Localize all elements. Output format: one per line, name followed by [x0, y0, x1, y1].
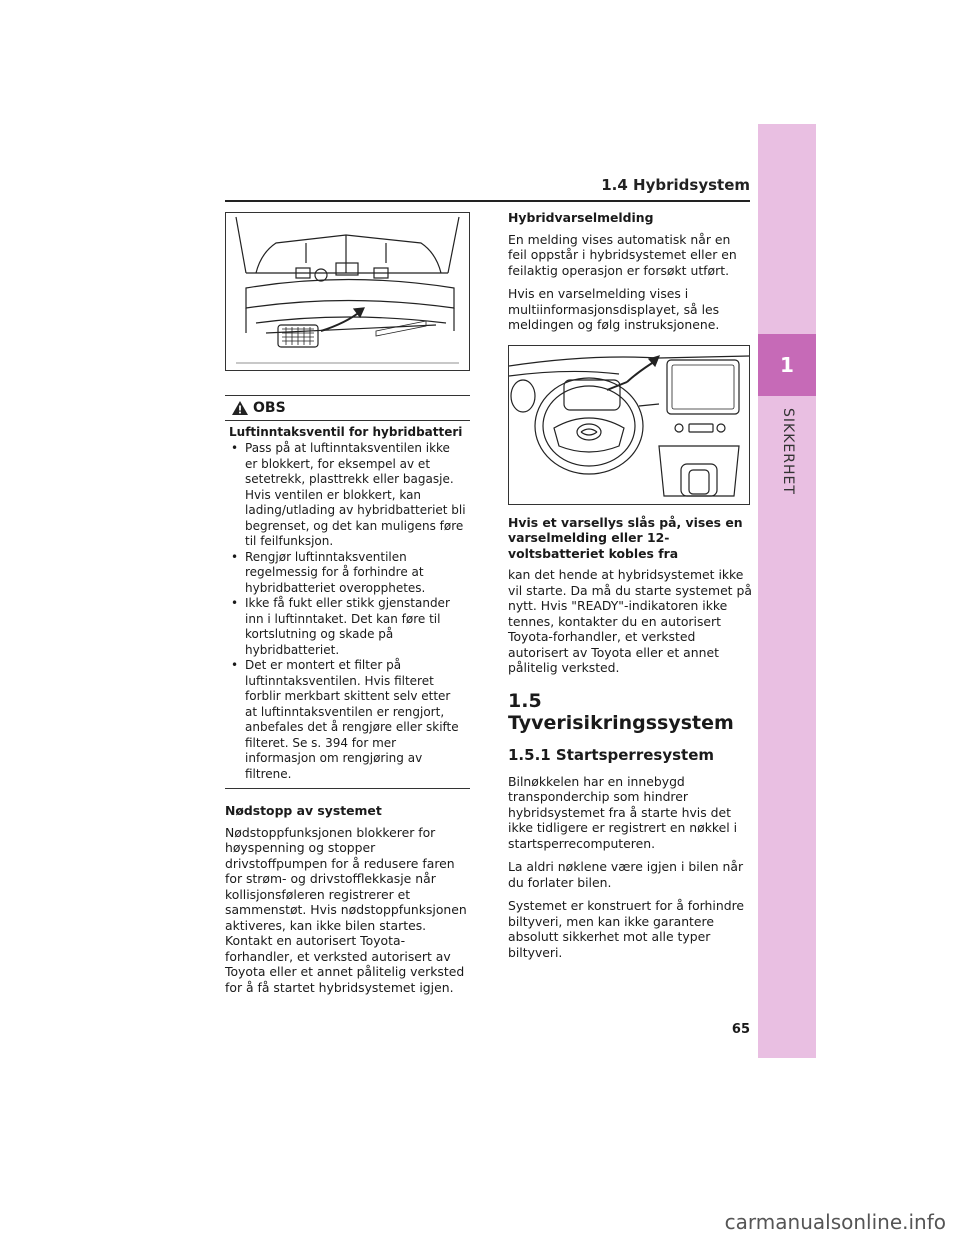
emergency-stop-heading: Nødstopp av systemet [225, 803, 382, 818]
obs-title-text: OBS [253, 400, 286, 416]
header-rule [225, 200, 750, 202]
right-column [508, 210, 753, 968]
list-item: • Rengjør luftinntaksventilen regelmessig for å forhindre at hybridbatteriet overopphetes. [229, 550, 466, 597]
list-item: • Pass på at luftinntaksventilen ikke er blokkert, for eksempel av et setetrekk, plasttrekk eller bagasje. Hvis ventilen er blokkert, kan lading/utlading av hybridbatteriet bli begrenset, og det kan muligens føre til feilfunksjon. [229, 441, 466, 550]
warning-message-heading: Hybridvarselmelding [508, 210, 654, 225]
warning-light-text: kan det hende at hybridsystemet ikke vil starte. Da må du starte systemet på nytt. Hvis "READY"-indikatoren ikke tennes, kontakter du en autorisert Toyota-forhandler, et verksted autorisert av Toyota eller et annet pålitelig verksted. [508, 567, 752, 675]
left-column [225, 212, 470, 1003]
rear-seat-illustration [225, 212, 470, 371]
warning-message-p1: En melding vises automatisk når en feil oppstår i hybridsystemet eller en feilaktig operasjon er forsøkt utført. [508, 231, 737, 278]
chapter-side-tab [758, 124, 816, 1058]
chapter-number: 1 [758, 334, 816, 396]
obs-bullet-list [229, 441, 466, 782]
section-header: 1.4 Hybridsystem [601, 176, 750, 194]
section-title: 1.5 Tyverisikringssystem [508, 689, 734, 734]
immobilizer-p1: Bilnøkkelen har en innebygd transponderchip som hindrer hybridsystemet fra å starte hvis det ikke tidligere er registrert en nøkkel i startsperrecomputeren. [508, 773, 738, 851]
warning-light-heading: Hvis et varsellys slås på, vises en varselmelding eller 12-voltsbatteriet kobles fra [508, 514, 743, 561]
chapter-title: SIKKERHET [780, 408, 796, 495]
obs-subheading: Luftinntaksventil for hybridbatteri [229, 425, 463, 439]
obs-notice-box [225, 395, 470, 789]
page-number: 65 [731, 1022, 750, 1037]
obs-title [225, 396, 470, 421]
list-item: • Ikke få fukt eller stikk gjenstander inn i luftinntaket. Det kan føre til kortslutning og skade på hybridbatteriet. [229, 596, 466, 658]
subsection-title: 1.5.1 Startsperresystem [508, 745, 715, 764]
immobilizer-p3: Systemet er konstruert for å forhindre biltyveri, men kan ikke garantere absolutt sikkerhet mot alle typer biltyveri. [508, 898, 745, 960]
warning-message-p2: Hvis en varselmelding vises i multiinformasjonsdisplayet, så les meldingen og følg instruksjonene. [508, 286, 720, 332]
list-item: • Det er montert et filter på luftinntaksventilen. Hvis filteret forblir merkbart skittent selv etter at luftinntaksventilen er rengjort, anbefales det å rengjøre eller skifte filteret. Se s. 394 for mer informasjon om rengjøring av filtrene. [229, 658, 466, 782]
immobilizer-p2: La aldri nøklene være igjen i bilen når du forlater bilen. [508, 859, 744, 890]
dashboard-illustration [508, 345, 750, 505]
warning-icon [231, 400, 249, 416]
emergency-stop-text: Nødstoppfunksjonen blokkerer for høyspenning og stopper drivstoffpumpen for å redusere faren for strøm- og drivstofflekkasje når kollisjonsføleren registrerer et sammenstøt. Hvis nødstoppfunksjonen aktiveres, kan ikke bilen startes. Kontakt en autorisert Toyota-forhandler, et verksted autorisert av Toyota eller et annet pålitelig verksted for å få startet hybridsystemet igjen. [225, 824, 467, 995]
watermark: carmanualsonline.info [724, 1210, 946, 1234]
